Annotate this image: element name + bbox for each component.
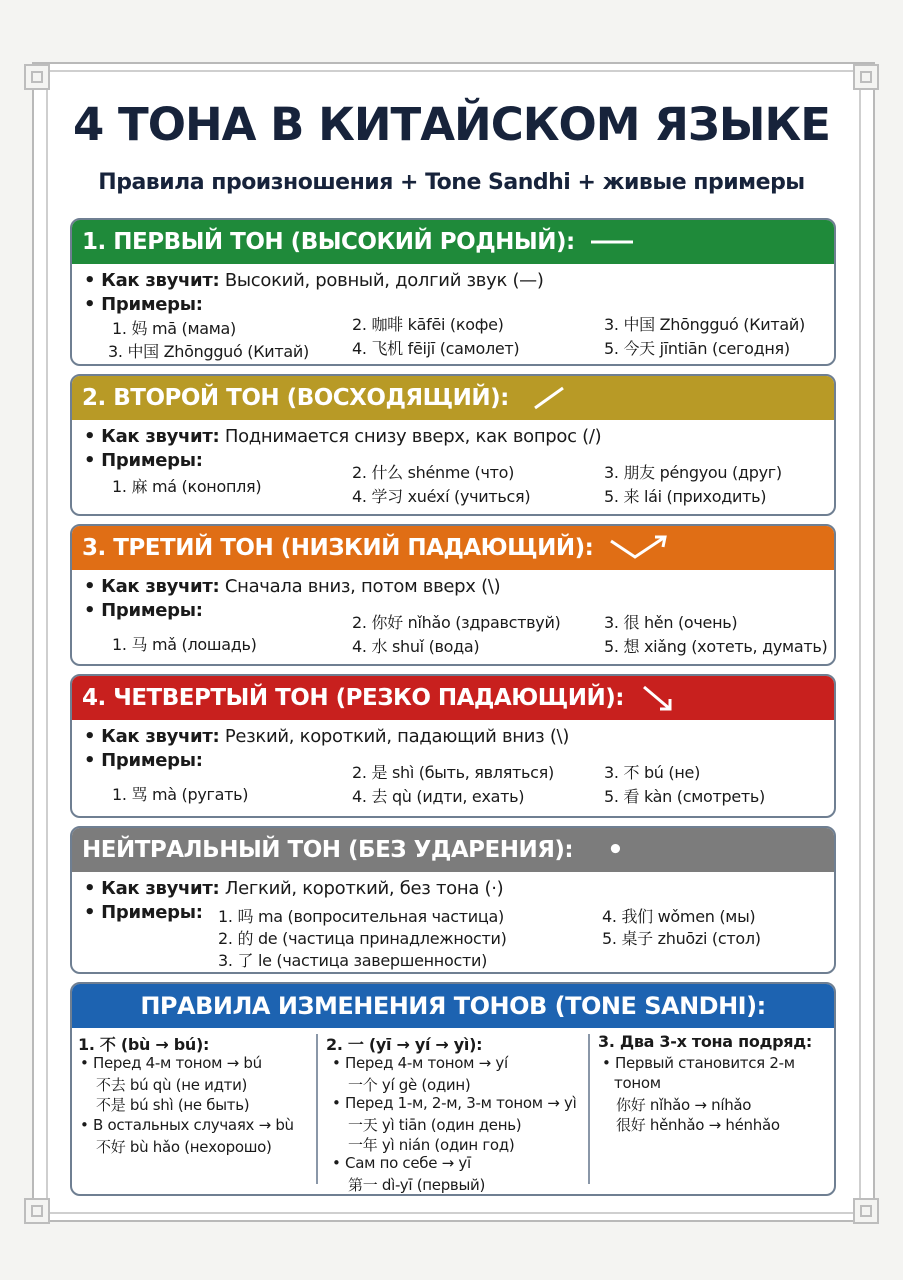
rule-title: 2. 一 (yī → yí → yì): — [326, 1035, 483, 1054]
sandhi-rule-yi — [322, 1028, 582, 1192]
rule-line: 不去 bú qù (не идти) — [96, 1076, 248, 1094]
rule-line: 一个 yí gè (один) — [348, 1076, 471, 1094]
example-item: 2. 是 shì (быть, являться) — [352, 763, 554, 782]
example-item: 3. 中国 Zhōngguó (Китай) — [108, 342, 309, 361]
rule-line: • Перед 1-м, 2-м, 3-м тоном → yì — [332, 1094, 577, 1112]
rule-title: 3. Два 3-х тона подряд: — [598, 1032, 812, 1051]
sound-description: Резкий, короткий, падающий вниз (\) — [219, 726, 570, 747]
example-item: 3. 朋友 péngyou (друг) — [604, 463, 782, 482]
tone-3-title: 3. ТРЕТИЙ ТОН (НИЗКИЙ ПАДАЮЩИЙ): — [82, 535, 594, 561]
corner-ornament — [24, 1198, 50, 1224]
examples-label: Примеры: — [101, 294, 203, 315]
example-item: 4. 飞机 fēijī (самолет) — [352, 339, 520, 358]
example-item: 5. 看 kàn (смотреть) — [604, 787, 765, 806]
example-item: 3. 中国 Zhōngguó (Китай) — [604, 315, 805, 334]
neutral-tone-header — [72, 828, 834, 872]
tone-card-4: 4. ЧЕТВЕРТЫЙ ТОН (РЕЗКО ПАДАЮЩИЙ): • Как звучит: Резкий, короткий, падающий вниз (\) • Примеры: 1. 骂 mà (ругать) 2. 是 shì (быть, являться) 4. 去 qù (идти, ехать) 3. 不 bú (не) 5. 看 kàn (смотреть) — [70, 674, 836, 818]
rising-tone-icon — [529, 384, 569, 412]
rule-line: 第一 dì-yī (первый) — [348, 1176, 486, 1194]
example-item: 4. 水 shuǐ (вода) — [352, 637, 480, 656]
example-item: 4. 我们 wǒmen (мы) — [602, 907, 756, 926]
example-item: 3. 不 bú (не) — [604, 763, 701, 782]
neutral-tone-title: НЕЙТРАЛЬНЫЙ ТОН (БЕЗ УДАРЕНИЯ): — [82, 837, 574, 863]
rule-line: 很好 hěnhǎo → hénhǎo — [616, 1116, 780, 1134]
tone-sandhi-title: ПРАВИЛА ИЗМЕНЕНИЯ ТОНОВ (TONE SANDHI): — [140, 992, 766, 1020]
example-item: 5. 来 lái (приходить) — [604, 487, 767, 506]
neutral-tone-card: НЕЙТРАЛЬНЫЙ ТОН (БЕЗ УДАРЕНИЯ): • • Как звучит: Легкий, короткий, без тона (·) • Примеры: 1. 吗 ma (вопросительная частица) 2. 的 de (частица принадлежности) 3. 了 le (частица завершенности) 4. 我们 wǒmen (мы) 5. 桌子 zhuōzi (стол) — [70, 826, 836, 974]
example-item: 1. 麻 má (конопля) — [112, 477, 262, 496]
example-item: 4. 去 qù (идти, ехать) — [352, 787, 525, 806]
example-item: 1. 妈 mā (мама) — [112, 319, 236, 338]
rule-line: тоном — [614, 1074, 661, 1092]
sound-label: Как звучит: — [101, 726, 220, 747]
example-item: 5. 今天 jīntiān (сегодня) — [604, 339, 790, 358]
flat-tone-icon — [589, 232, 637, 252]
examples-label: Примеры: — [101, 600, 203, 621]
tone-card-2: 2. ВТОРОЙ ТОН (ВОСХОДЯЩИЙ): • Как звучит: Поднимается снизу вверх, как вопрос (/) • Примеры: 1. 麻 má (конопля) 2. 什么 shénme (что) 4. 学习 xuéxí (учиться) 3. 朋友 péngyou (друг) 5. 来 lái (приходить) — [70, 374, 836, 516]
rule-line: 一年 yì nián (один год) — [348, 1136, 515, 1154]
example-item: 2. 的 de (частица принадлежности) — [218, 929, 507, 948]
dot-tone-icon: • — [607, 835, 624, 865]
example-item: 2. 什么 shénme (что) — [352, 463, 515, 482]
sandhi-rule-bu — [72, 1028, 312, 1192]
tone-sandhi-card — [70, 982, 836, 1196]
sandhi-rule-third-tone — [594, 1028, 830, 1192]
sound-description: Сначала вниз, потом вверх (\) — [219, 576, 501, 597]
tone-4-title: 4. ЧЕТВЕРТЫЙ ТОН (РЕЗКО ПАДАЮЩИЙ): — [82, 685, 624, 711]
tone-card-1: 1. ПЕРВЫЙ ТОН (ВЫСОКИЙ РОДНЫЙ): • Как звучит: Высокий, ровный, долгий звук (—) • Примеры: 1. 妈 mā (мама) 3. 中国 Zhōngguó (Китай) 2. 咖啡 kāfēi (кофе) 4. 飞机 fēijī (самолет) 3. 中国 Zhōngguó (Китай) 5. 今天 jīntiān (сегодня) — [70, 218, 836, 366]
rule-line: 不是 bú shì (не быть) — [96, 1096, 250, 1114]
tone-4-header — [72, 676, 834, 720]
rule-line: • Первый становится 2-м — [602, 1054, 795, 1072]
column-divider — [316, 1034, 318, 1184]
example-item: 1. 骂 mà (ругать) — [112, 785, 249, 804]
examples-label: Примеры: — [101, 750, 203, 771]
corner-ornament — [853, 1198, 879, 1224]
example-item: 1. 吗 ma (вопросительная частица) — [218, 907, 504, 926]
example-item: 5. 想 xiǎng (хотеть, думать) — [604, 637, 828, 656]
example-item: 1. 马 mǎ (лошадь) — [112, 635, 257, 654]
rule-line: 不好 bù hǎo (нехорошо) — [96, 1138, 272, 1156]
examples-label: Примеры: — [101, 902, 203, 923]
sound-description: Высокий, ровный, долгий звук (—) — [219, 270, 544, 291]
rule-line: • В остальных случаях → bù — [80, 1116, 294, 1134]
tone-2-header — [72, 376, 834, 420]
corner-ornament — [853, 64, 879, 90]
tone-1-title: 1. ПЕРВЫЙ ТОН (ВЫСОКИЙ РОДНЫЙ): — [82, 229, 575, 255]
example-item: 4. 学习 xuéxí (учиться) — [352, 487, 531, 506]
tone-card-3: 3. ТРЕТИЙ ТОН (НИЗКИЙ ПАДАЮЩИЙ): • Как звучит: Сначала вниз, потом вверх (\) • Примеры: 1. 马 mǎ (лошадь) 2. 你好 nǐhǎo (здравствуй) 4. 水 shuǐ (вода) 3. 很 hěn (очень) 5. 想 xiǎng (хотеть, думать) — [70, 524, 836, 666]
corner-ornament — [24, 64, 50, 90]
rule-line: 你好 nǐhǎo → níhǎo — [616, 1096, 752, 1114]
sound-label: Как звучит: — [101, 878, 220, 899]
sound-description: Поднимается снизу вверх, как вопрос (/) — [219, 426, 602, 447]
falling-tone-icon — [638, 683, 678, 713]
column-divider — [588, 1034, 590, 1184]
examples-label: Примеры: — [101, 450, 203, 471]
example-item: 2. 咖啡 kāfēi (кофе) — [352, 315, 504, 334]
tone-3-header — [72, 526, 834, 570]
page-subtitle: Правила произношения + Tone Sandhi + живые примеры — [98, 170, 805, 195]
rule-line: 一天 yì tiān (один день) — [348, 1116, 522, 1134]
rule-line: • Сам по себе → yī — [332, 1154, 471, 1172]
sound-label: Как звучит: — [101, 576, 220, 597]
example-item: 3. 了 le (частица завершенности) — [218, 951, 488, 970]
tone-1-header — [72, 220, 834, 264]
rule-line: • Перед 4-м тоном → bú — [80, 1054, 262, 1072]
tone-2-title: 2. ВТОРОЙ ТОН (ВОСХОДЯЩИЙ): — [82, 385, 509, 411]
example-item: 5. 桌子 zhuōzi (стол) — [602, 929, 761, 948]
sound-description: Легкий, короткий, без тона (·) — [219, 878, 504, 899]
page-title: 4 ТОНА В КИТАЙСКОМ ЯЗЫКЕ — [73, 98, 830, 151]
sound-label: Как звучит: — [101, 270, 220, 291]
rule-title: 1. 不 (bù → bú): — [78, 1035, 210, 1054]
example-item: 2. 你好 nǐhǎo (здравствуй) — [352, 613, 561, 632]
example-item: 3. 很 hěn (очень) — [604, 613, 738, 632]
sound-label: Как звучит: — [101, 426, 220, 447]
dipping-tone-icon — [607, 533, 671, 563]
rule-line: • Перед 4-м тоном → yí — [332, 1054, 508, 1072]
tone-sandhi-header — [72, 984, 834, 1028]
